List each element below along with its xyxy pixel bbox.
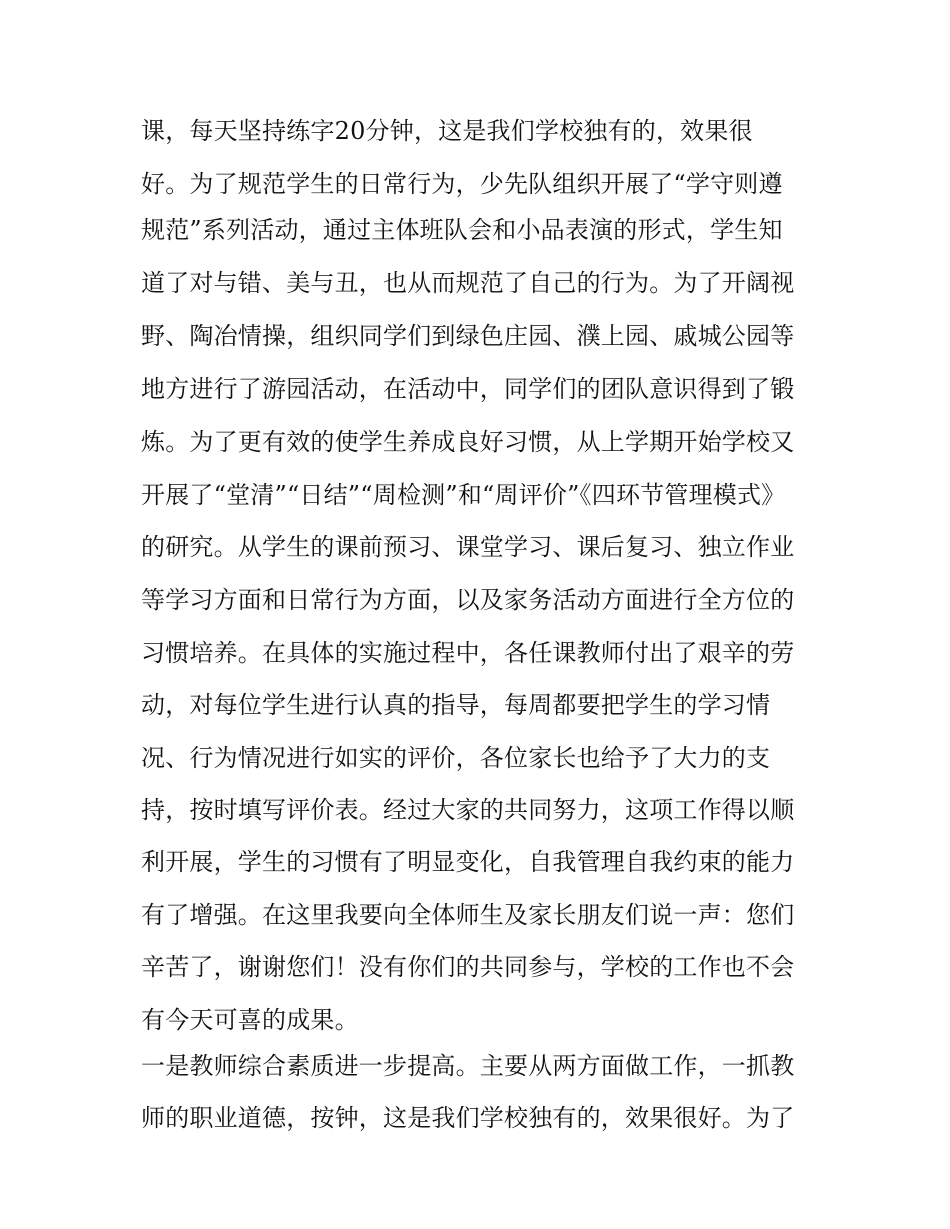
text-line: 有今天可喜的成果。	[141, 1006, 359, 1034]
text-line: 习惯培养。在具体的实施过程中，各任课教师付出了艰辛的劳	[141, 639, 795, 667]
text-line: 野、陶冶情操，组织同学们到绿色庄园、濮上园、戚城公园等	[141, 322, 795, 350]
text-line: 辛苦了，谢谢您们！没有你们的共同参与，学校的工作也不会	[141, 953, 795, 981]
text-line: 课，每天坚持练字20分钟，这是我们学校独有的，效果很	[141, 117, 753, 145]
text-line: 的研究。从学生的课前预习、课堂学习、课后复习、独立作业	[141, 533, 795, 561]
text-line: 规范”系列活动，通过主体班队会和小品表演的形式，学生知	[141, 216, 783, 244]
text-line: 一是教师综合素质进一步提高。主要从两方面做工作，一抓教	[141, 1052, 795, 1080]
text-line: 动，对每位学生进行认真的指导，每周都要把学生的学习情	[141, 691, 771, 719]
text-line: 开展了“堂清”“日结”“周检测”和“周评价”《四环节管理模式》	[141, 481, 786, 509]
text-line: 持，按时填写评价表。经过大家的共同努力，这项工作得以顺	[141, 796, 795, 824]
text-line: 有了增强。在这里我要向全体师生及家长朋友们说一声：您们	[141, 901, 795, 929]
text-line: 况、行为情况进行如实的评价，各位家长也给予了大力的支	[141, 744, 771, 772]
text-line: 好。为了规范学生的日常行为，少先队组织开展了“学守则遵	[141, 170, 783, 198]
text-line: 等学习方面和日常行为方面，以及家务活动方面进行全方位的	[141, 586, 795, 614]
text-line: 道了对与错、美与丑，也从而规范了自己的行为。为了开阔视	[141, 269, 795, 297]
text-line: 利开展，学生的习惯有了明显变化，自我管理自我约束的能力	[141, 848, 795, 876]
text-line: 地方进行了游园活动，在活动中，同学们的团队意识得到了锻	[141, 375, 795, 403]
text-line: 炼。为了更有效的使学生养成良好习惯，从上学期开始学校又	[141, 428, 795, 456]
text-line: 师的职业道德，按钟，这是我们学校独有的，效果很好。为了	[141, 1104, 795, 1132]
